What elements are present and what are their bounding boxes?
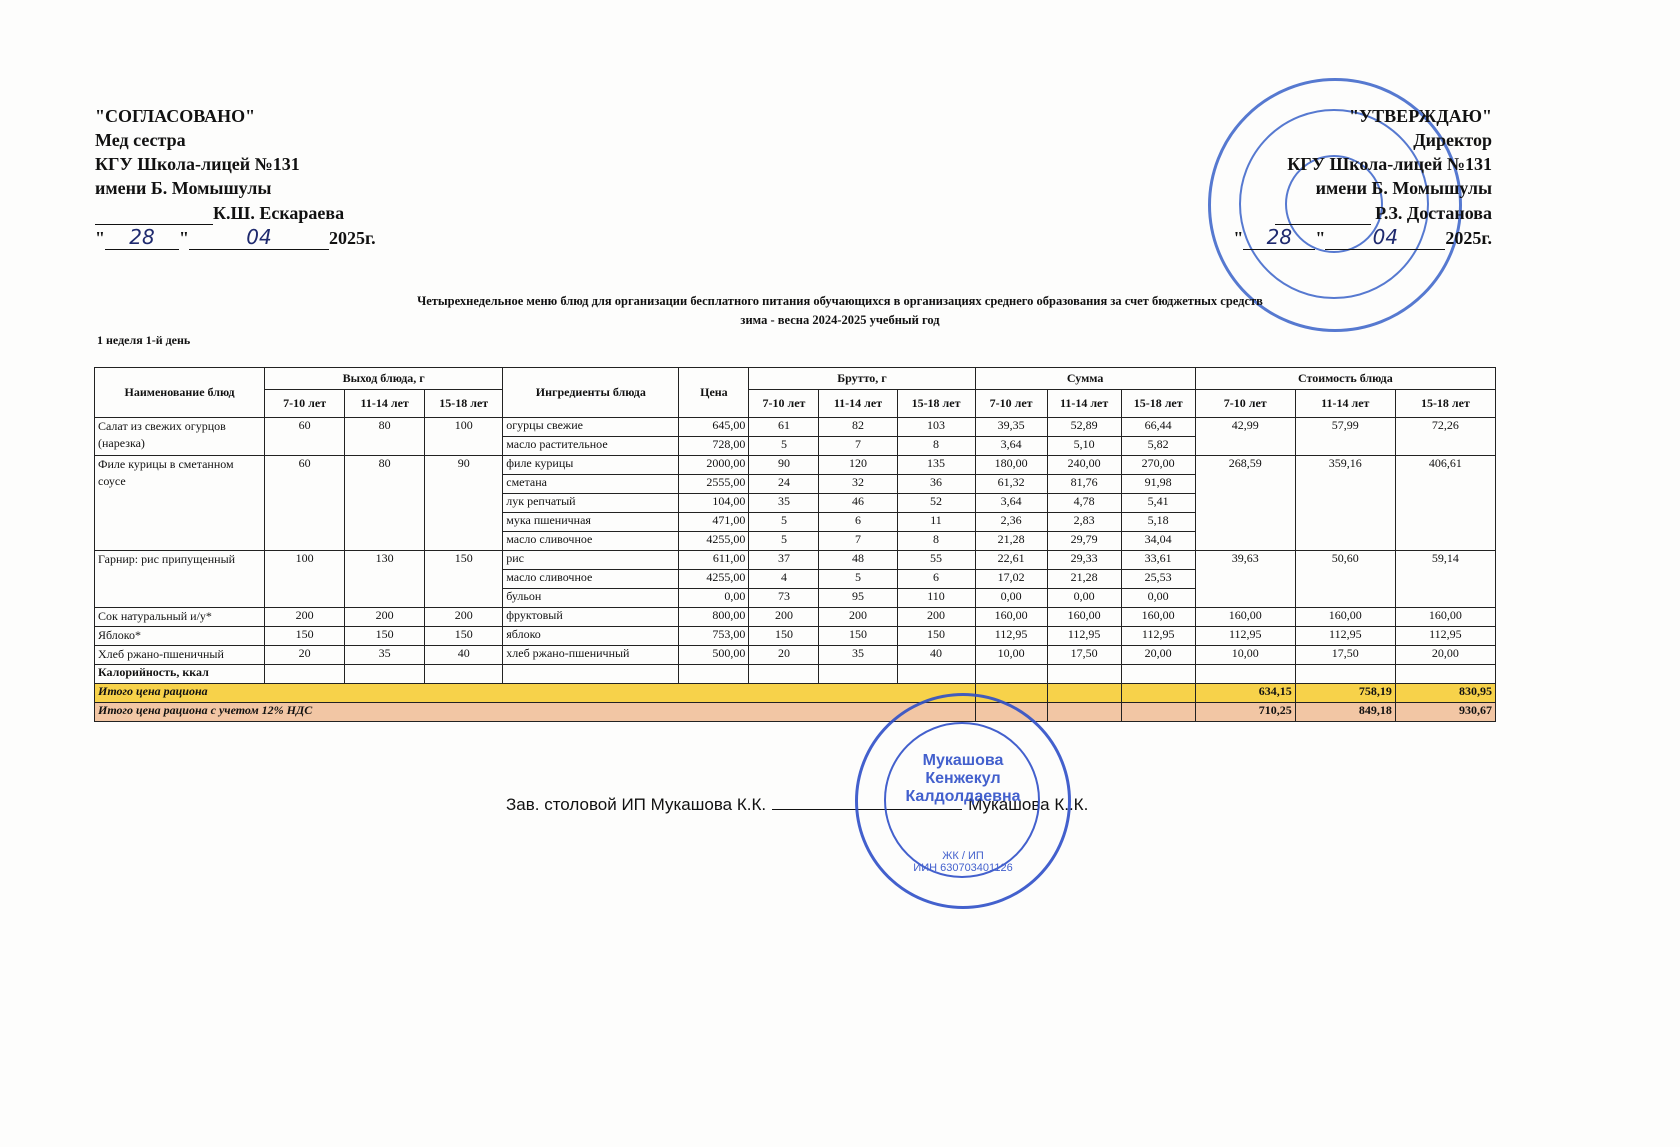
- ingredient-brutto: 6: [897, 570, 975, 589]
- dish-name: Гарнир: рис припущенный: [95, 551, 265, 608]
- ingredient-price: 471,00: [679, 513, 749, 532]
- table-row: [95, 551, 1496, 570]
- calorie-label: Калорийность, ккал: [95, 665, 265, 684]
- ingredient-brutto: 103: [897, 418, 975, 437]
- ingredient-brutto: 200: [819, 608, 897, 627]
- dish-cost: 42,99: [1195, 418, 1295, 456]
- header-cost: Стоимость блюда: [1195, 368, 1495, 390]
- total-value: 634,15: [1195, 684, 1295, 703]
- ingredient-sum: 5,41: [1121, 494, 1195, 513]
- stamp-iin: ИИН 630703401126: [913, 862, 1013, 874]
- table-row: [95, 627, 1496, 646]
- stamp-name-line3: Калдолдаевна: [905, 788, 1021, 805]
- dish-output: 150: [425, 627, 503, 646]
- dish-output: 35: [345, 646, 425, 665]
- approval-left-day: 28: [105, 225, 179, 250]
- total-value: 758,19: [1295, 684, 1395, 703]
- dish-output: 150: [265, 627, 345, 646]
- table-header-row: [95, 368, 1496, 390]
- ingredient-price: 611,00: [679, 551, 749, 570]
- ingredient-sum: 17,50: [1047, 646, 1121, 665]
- ingredient-sum: 29,33: [1047, 551, 1121, 570]
- ingredient-sum: 61,32: [975, 475, 1047, 494]
- total-value: 830,95: [1395, 684, 1495, 703]
- table-subheader-row: [95, 390, 1496, 418]
- ingredient-brutto: 82: [819, 418, 897, 437]
- week-day-label: 1 неделя 1-й день: [97, 333, 191, 347]
- ingredient-name: огурцы свежие: [503, 418, 679, 437]
- dish-output: 20: [265, 646, 345, 665]
- ingredient-brutto: 36: [897, 475, 975, 494]
- dish-output: 80: [345, 456, 425, 551]
- approval-right-org-name: имени Б. Момышулы: [1315, 178, 1492, 198]
- ingredient-brutto: 150: [897, 627, 975, 646]
- dish-output: 200: [425, 608, 503, 627]
- ingredient-brutto: 46: [819, 494, 897, 513]
- total-vat-row: [95, 703, 1496, 722]
- ingredient-sum: 5,10: [1047, 437, 1121, 456]
- ingredient-brutto: 20: [749, 646, 819, 665]
- ingredient-sum: 0,00: [1047, 589, 1121, 608]
- ingredient-name: филе курицы: [503, 456, 679, 475]
- ingredient-sum: 17,02: [975, 570, 1047, 589]
- dish-output: 60: [265, 418, 345, 456]
- handwritten-signature-icon: [95, 200, 213, 225]
- document-title: [0, 292, 1680, 330]
- ingredient-price: 800,00: [679, 608, 749, 627]
- approval-right-title: "УТВЕРЖДАЮ": [1348, 106, 1492, 126]
- approval-left-month: 04: [189, 225, 329, 250]
- approval-left-org: КГУ Школа-лицей №131: [95, 154, 300, 174]
- dish-output: 200: [345, 608, 425, 627]
- approval-right-block: [1233, 104, 1492, 250]
- ingredient-name: масло сливочное: [503, 532, 679, 551]
- header-age: 15-18 лет: [897, 390, 975, 418]
- ingredient-price: 104,00: [679, 494, 749, 513]
- ingredient-name: яблоко: [503, 627, 679, 646]
- ingredient-sum: 270,00: [1121, 456, 1195, 475]
- ingredient-sum: 34,04: [1121, 532, 1195, 551]
- header-age: 7-10 лет: [265, 390, 345, 418]
- approval-left-name: К.Ш. Ескараева: [213, 203, 345, 223]
- ingredient-sum: 112,95: [1121, 627, 1195, 646]
- ingredient-sum: 33,61: [1121, 551, 1195, 570]
- total-vat-value: 849,18: [1295, 703, 1395, 722]
- approval-left-org-name: имени Б. Момышулы: [95, 178, 272, 198]
- ingredient-brutto: 40: [897, 646, 975, 665]
- dish-cost: 72,26: [1395, 418, 1495, 456]
- ingredient-brutto: 61: [749, 418, 819, 437]
- dish-output: 130: [345, 551, 425, 608]
- header-age: 11-14 лет: [1047, 390, 1121, 418]
- total-label: Итого цена рациона: [95, 684, 976, 703]
- dish-output: 200: [265, 608, 345, 627]
- ingredient-name: рис: [503, 551, 679, 570]
- approval-right-day: 28: [1243, 225, 1315, 250]
- canteen-manager-name: Мукашова К..К.: [968, 795, 1089, 814]
- ingredient-sum: 22,61: [975, 551, 1047, 570]
- ingredient-sum: 160,00: [1121, 608, 1195, 627]
- ingredient-price: 4255,00: [679, 532, 749, 551]
- header-age: 7-10 лет: [749, 390, 819, 418]
- ingredient-name: лук репчатый: [503, 494, 679, 513]
- header-sum: Сумма: [975, 368, 1195, 390]
- ingredient-name: масло сливочное: [503, 570, 679, 589]
- ingredient-brutto: 135: [897, 456, 975, 475]
- ingredient-brutto: 110: [897, 589, 975, 608]
- dish-output: 100: [425, 418, 503, 456]
- ingredient-name: сметана: [503, 475, 679, 494]
- total-row: [95, 684, 1496, 703]
- ingredient-sum: 160,00: [1047, 608, 1121, 627]
- dish-cost: 406,61: [1395, 456, 1495, 551]
- ingredient-brutto: 200: [897, 608, 975, 627]
- stamp-name-line2: Кенжекул: [925, 770, 1001, 787]
- ingredient-brutto: 200: [749, 608, 819, 627]
- ingredient-brutto: 8: [897, 532, 975, 551]
- header-dish: Наименование блюд: [95, 368, 265, 418]
- ingredient-sum: 10,00: [975, 646, 1047, 665]
- header-age: 11-14 лет: [1295, 390, 1395, 418]
- approval-right-role: Директор: [1413, 130, 1492, 150]
- ingredient-brutto: 11: [897, 513, 975, 532]
- dish-output: 80: [345, 418, 425, 456]
- ingredient-sum: 160,00: [975, 608, 1047, 627]
- ingredient-brutto: 90: [749, 456, 819, 475]
- ingredient-price: 728,00: [679, 437, 749, 456]
- ingredient-price: 0,00: [679, 589, 749, 608]
- ingredient-sum: 20,00: [1121, 646, 1195, 665]
- dish-cost: 39,63: [1195, 551, 1295, 608]
- ingredient-sum: 21,28: [1047, 570, 1121, 589]
- ingredient-sum: 112,95: [975, 627, 1047, 646]
- dish-name: Сок натуральный и/у*: [95, 608, 265, 627]
- dish-name: Яблоко*: [95, 627, 265, 646]
- ingredient-brutto: 52: [897, 494, 975, 513]
- approval-left-signature-line: [95, 200, 376, 225]
- ingredient-sum: 3,64: [975, 494, 1047, 513]
- dish-name: Филе курицы в сметанном соусе: [95, 456, 265, 551]
- header-price: Цена: [679, 368, 749, 418]
- ingredient-sum: 52,89: [1047, 418, 1121, 437]
- ingredient-price: 753,00: [679, 627, 749, 646]
- total-vat-value: 710,25: [1195, 703, 1295, 722]
- ingredient-sum: 25,53: [1121, 570, 1195, 589]
- ingredient-price: 645,00: [679, 418, 749, 437]
- approval-left-block: [95, 104, 376, 250]
- header-brutto: Брутто, г: [749, 368, 975, 390]
- table-row: [95, 418, 1496, 437]
- ingredient-sum: 2,83: [1047, 513, 1121, 532]
- ingredient-name: бульон: [503, 589, 679, 608]
- dish-output: 90: [425, 456, 503, 551]
- header-age: 15-18 лет: [1121, 390, 1195, 418]
- ingredient-brutto: 95: [819, 589, 897, 608]
- dish-cost: 59,14: [1395, 551, 1495, 608]
- dish-cost: 160,00: [1295, 608, 1395, 627]
- ingredient-brutto: 150: [819, 627, 897, 646]
- ingredient-sum: 3,64: [975, 437, 1047, 456]
- table-row: [95, 456, 1496, 475]
- total-vat-label: Итого цена рациона с учетом 12% НДС: [95, 703, 976, 722]
- stamp-type: ЖК / ИП: [942, 850, 984, 862]
- approval-right-date: " 28 " 04 2025г.: [1233, 225, 1492, 249]
- header-age: 7-10 лет: [975, 390, 1047, 418]
- ingredient-name: мука пшеничная: [503, 513, 679, 532]
- dish-cost: 10,00: [1195, 646, 1295, 665]
- approval-right-month: 04: [1325, 225, 1445, 250]
- ingredient-price: 2555,00: [679, 475, 749, 494]
- ingredient-sum: 5,82: [1121, 437, 1195, 456]
- ingredient-brutto: 8: [897, 437, 975, 456]
- ingredient-sum: 0,00: [1121, 589, 1195, 608]
- dish-output: 150: [425, 551, 503, 608]
- approval-right-year: 2025г.: [1445, 228, 1492, 248]
- dish-output: 150: [345, 627, 425, 646]
- header-output: Выход блюда, г: [265, 368, 503, 390]
- header-age: 7-10 лет: [1195, 390, 1295, 418]
- ingredient-price: 2000,00: [679, 456, 749, 475]
- header-age: 15-18 лет: [425, 390, 503, 418]
- ingredient-sum: 29,79: [1047, 532, 1121, 551]
- stamp-name-line1: Мукашова: [922, 752, 1004, 769]
- header-age: 11-14 лет: [819, 390, 897, 418]
- dish-output: 100: [265, 551, 345, 608]
- ingredient-sum: 81,76: [1047, 475, 1121, 494]
- dish-name: Хлеб ржано-пшеничный: [95, 646, 265, 665]
- ingredient-sum: 5,18: [1121, 513, 1195, 532]
- ingredient-brutto: 48: [819, 551, 897, 570]
- dish-cost: 112,95: [1295, 627, 1395, 646]
- ingredient-name: хлеб ржано-пшеничный: [503, 646, 679, 665]
- table-row: [95, 646, 1496, 665]
- table-row: [95, 608, 1496, 627]
- dish-cost: 112,95: [1195, 627, 1295, 646]
- ingredient-sum: 91,98: [1121, 475, 1195, 494]
- ingredient-brutto: 5: [749, 437, 819, 456]
- calorie-row: [95, 665, 1496, 684]
- dish-cost: 160,00: [1395, 608, 1495, 627]
- approval-right-name: Р.З. Достанова: [1375, 203, 1492, 223]
- header-ingredients: Ингредиенты блюда: [503, 368, 679, 418]
- total-vat-value: 930,67: [1395, 703, 1495, 722]
- ingredient-brutto: 120: [819, 456, 897, 475]
- header-age: 15-18 лет: [1395, 390, 1495, 418]
- ingredient-brutto: 7: [819, 437, 897, 456]
- ingredient-name: масло растительное: [503, 437, 679, 456]
- dish-cost: 50,60: [1295, 551, 1395, 608]
- ingredient-brutto: 32: [819, 475, 897, 494]
- document-title-line2: зима - весна 2024-2025 учебный год: [740, 313, 940, 327]
- approval-left-date: " 28 " 04 2025г.: [95, 225, 376, 249]
- ingredient-brutto: 150: [749, 627, 819, 646]
- canteen-manager-label: Зав. столовой ИП Мукашова К.К.: [506, 795, 767, 814]
- ingredient-sum: 240,00: [1047, 456, 1121, 475]
- ingredient-sum: 112,95: [1047, 627, 1121, 646]
- document-title-line1: Четырехнедельное меню блюд для организации бесплатного питания обучающихся в организациях среднего образования за счет бюджетных средств: [417, 294, 1263, 308]
- approval-left-role: Мед сестра: [95, 130, 186, 150]
- ingredient-brutto: 37: [749, 551, 819, 570]
- ingredient-brutto: 4: [749, 570, 819, 589]
- header-age: 11-14 лет: [345, 390, 425, 418]
- dish-cost: 359,16: [1295, 456, 1395, 551]
- approval-right-signature-line: [1233, 200, 1492, 225]
- ingredient-price: 4255,00: [679, 570, 749, 589]
- ingredient-brutto: 55: [897, 551, 975, 570]
- ingredient-brutto: 5: [749, 532, 819, 551]
- ingredient-brutto: 5: [819, 570, 897, 589]
- ingredient-name: фруктовый: [503, 608, 679, 627]
- dish-cost: 112,95: [1395, 627, 1495, 646]
- ingredient-sum: 2,36: [975, 513, 1047, 532]
- dish-cost: 20,00: [1395, 646, 1495, 665]
- ingredient-sum: 39,35: [975, 418, 1047, 437]
- ingredient-sum: 180,00: [975, 456, 1047, 475]
- ingredient-sum: 21,28: [975, 532, 1047, 551]
- approval-right-org: КГУ Школа-лицей №131: [1287, 154, 1492, 174]
- entrepreneur-seal-icon: [855, 693, 1071, 909]
- ingredient-brutto: 6: [819, 513, 897, 532]
- ingredient-brutto: 73: [749, 589, 819, 608]
- ingredient-sum: 4,78: [1047, 494, 1121, 513]
- dish-cost: 57,99: [1295, 418, 1395, 456]
- ingredient-sum: 0,00: [975, 589, 1047, 608]
- ingredient-brutto: 7: [819, 532, 897, 551]
- dish-cost: 268,59: [1195, 456, 1295, 551]
- ingredient-brutto: 5: [749, 513, 819, 532]
- ingredient-price: 500,00: [679, 646, 749, 665]
- ingredient-sum: 66,44: [1121, 418, 1195, 437]
- dish-cost: 17,50: [1295, 646, 1395, 665]
- dish-cost: 160,00: [1195, 608, 1295, 627]
- approval-left-year: 2025г.: [329, 228, 376, 248]
- ingredient-brutto: 35: [749, 494, 819, 513]
- handwritten-signature-icon: [1275, 200, 1371, 225]
- approval-left-title: "СОГЛАСОВАНО": [95, 106, 256, 126]
- ingredient-brutto: 35: [819, 646, 897, 665]
- ingredient-brutto: 24: [749, 475, 819, 494]
- dish-output: 60: [265, 456, 345, 551]
- dish-output: 40: [425, 646, 503, 665]
- menu-table: [94, 367, 1496, 722]
- dish-name: Салат из свежих огурцов (нарезка): [95, 418, 265, 456]
